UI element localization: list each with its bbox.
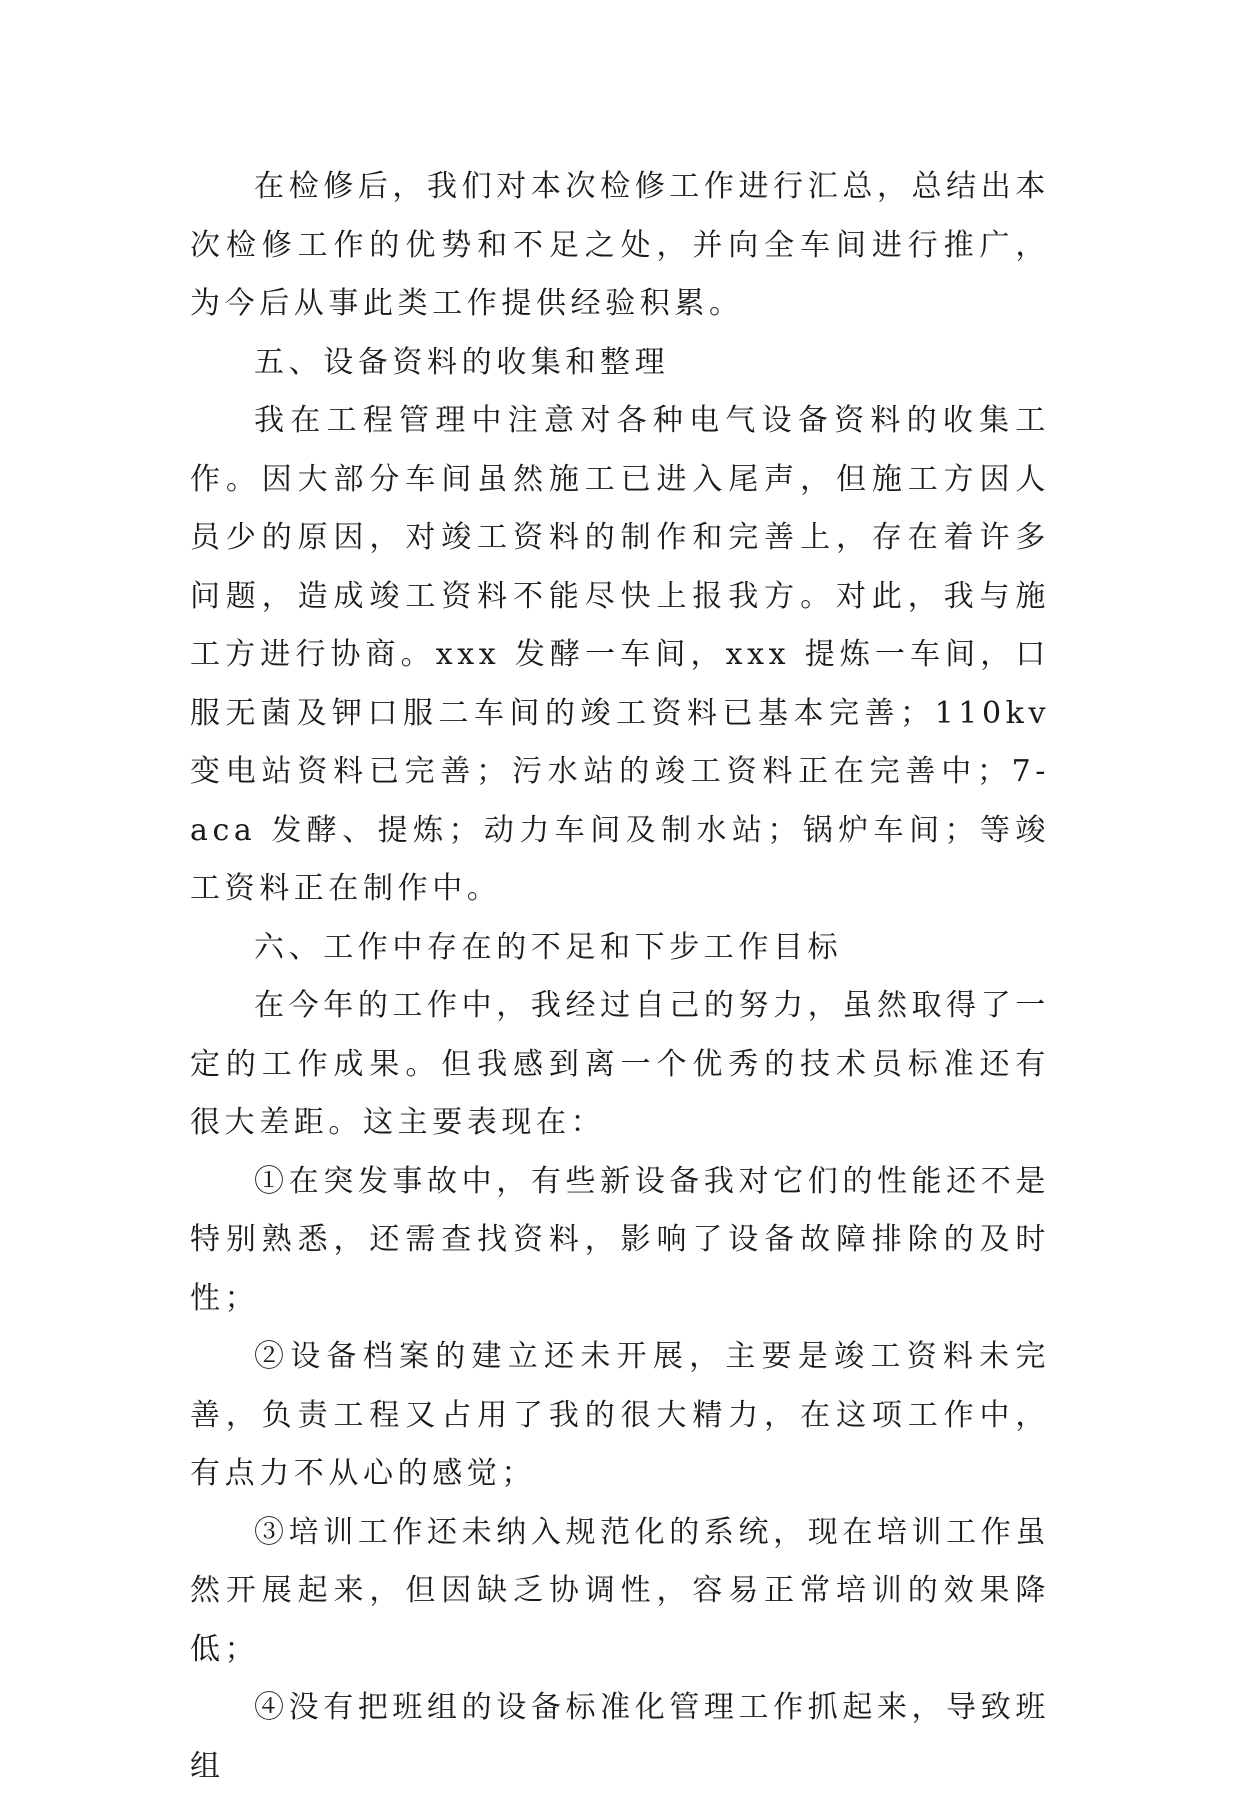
list-item-shortcoming-3: ③培训工作还未纳入规范化的系统，现在培训工作虽然开展起来，但因缺乏协调性，容易正常培训的效果降低； bbox=[190, 1514, 1050, 1667]
paragraph-shortcomings-intro: 在今年的工作中，我经过自己的努力，虽然取得了一定的工作成果。但我感到离一个优秀的技术员标准还有很大差距。这主要表现在： bbox=[190, 988, 1050, 1140]
list-item-shortcoming-2: ②设备档案的建立还未开展，主要是竣工资料未完善，负责工程又占用了我的很大精力，在这项工作中，有点力不从心的感觉； bbox=[190, 1339, 1050, 1491]
document-body bbox=[190, 158, 1050, 1796]
list-item-shortcoming-1: ①在突发事故中，有些新设备我对它们的性能还不是特别熟悉，还需查找资料，影响了设备故障排除的及时性； bbox=[190, 1163, 1050, 1316]
paragraph-maintenance-summary: 在检修后，我们对本次检修工作进行汇总，总结出本次检修工作的优势和不足之处，并向全车间进行推广，为今后从事此类工作提供经验积累。 bbox=[190, 169, 1050, 321]
list-item-shortcoming-4: ④没有把班组的设备标准化管理工作抓起来，导致班组 bbox=[190, 1690, 1050, 1784]
section-heading-shortcomings-goals: 六、工作中存在的不足和下步工作目标 bbox=[254, 929, 843, 965]
paragraph-equipment-data-collection: 我在工程管理中注意对各种电气设备资料的收集工作。因大部分车间虽然施工已进入尾声，但施工方因人员少的原因，对竣工资料的制作和完善上，存在着许多问题，造成竣工资料不能尽快上报我方。对此，我与施工方进行协商。xxx 发酵一车间，xxx 提炼一车间，口服无菌及钾口服二车间的竣工资料已基本完善；110kv 变电站资料已完善；污水站的竣工资料正在完善中；7-aca 发酵、提炼；动力车间及制水站；锅炉车间；等竣工资料正在制作中。 bbox=[190, 403, 1050, 906]
section-heading-equipment-data: 五、设备资料的收集和整理 bbox=[254, 344, 670, 380]
